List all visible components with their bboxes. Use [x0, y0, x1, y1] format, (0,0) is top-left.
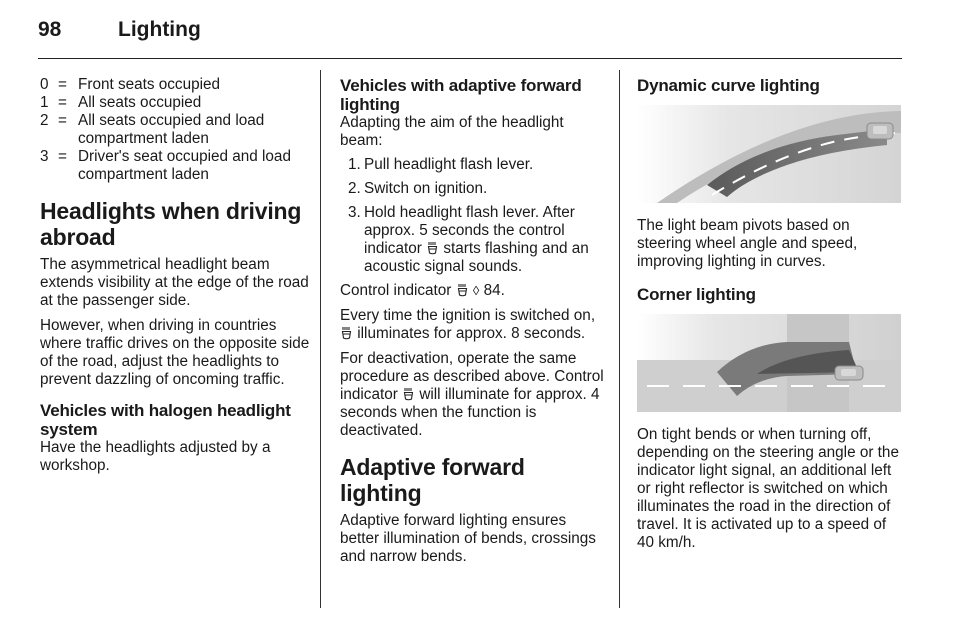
- legend-item: 3 = Driver's seat occupied and load compartment laden: [40, 148, 291, 183]
- deactivation-paragraph: For deactivation, operate the same procedure as described above. Control indicator will illuminate for approx. 4 seconds when the function is deactivated.: [340, 350, 604, 439]
- halogen-heading: Vehicles with halogen headlight system: [40, 401, 291, 439]
- abroad-heading: Headlights when driving abroad: [40, 198, 302, 250]
- curve-lighting-illustration: [637, 105, 901, 203]
- corner-lighting-illustration: [637, 314, 901, 412]
- chapter-title: Lighting: [118, 18, 201, 41]
- halogen-paragraph: Have the headlights adjusted by a workshop.: [40, 439, 271, 474]
- legend-item: 2 = All seats occupied and load compartment laden: [40, 112, 265, 147]
- legend-item: 1 = All seats occupied: [40, 94, 202, 111]
- steps-list: [340, 156, 605, 276]
- column-2: [340, 76, 605, 573]
- list-item: 2. Switch on ignition.: [348, 180, 488, 197]
- headlight-range-indicator-icon: [427, 241, 438, 255]
- curve-heading: Dynamic curve lighting: [637, 76, 820, 95]
- abroad-paragraph-2: However, when driving in countries where traffic drives on the opposite side of the road, adjust the headlights to prevent dazzling of oncoming traffic.: [40, 317, 310, 388]
- adaptive-heading: Vehicles with adaptive forward lighting: [340, 76, 582, 114]
- legend-item: 0 = Front seats occupied: [40, 76, 220, 93]
- headlight-range-indicator-icon: [403, 387, 414, 401]
- afl-paragraph: Adaptive forward lighting ensures better illumination of bends, crossings and narrow bends.: [340, 512, 596, 565]
- corner-lighting-diagram: [637, 314, 901, 412]
- afl-heading: Adaptive forward lighting: [340, 454, 525, 506]
- corner-paragraph: On tight bends or when turning off, depending on the steering angle or the indicator light signal, an additional left or right reflector is switched on which illuminates the road in the direction of travel. It is activated up to a speed of 40 km/h.: [637, 426, 899, 551]
- headlight-range-indicator-icon: [457, 283, 468, 297]
- column-divider-2: [619, 70, 620, 608]
- column-1: [40, 76, 310, 482]
- list-item: 3. Hold headlight flash lever. After approx. 5 seconds the control indicator starts flashing and an acoustic signal sounds.: [348, 204, 589, 275]
- headlight-range-indicator-icon: [341, 326, 352, 340]
- curve-paragraph: The light beam pivots based on steering wheel angle and speed, improving lighting in curves.: [637, 217, 858, 270]
- column-divider-1: [320, 70, 321, 608]
- page-header: [38, 18, 201, 50]
- abroad-paragraph-1: The asymmetrical headlight beam extends visibility at the edge of the road at the passenger side.: [40, 256, 309, 309]
- column-3: [637, 76, 905, 559]
- every-time-paragraph: Every time the ignition is switched on, illuminates for approx. 8 seconds.: [340, 307, 596, 342]
- page-reference-icon: ◊: [472, 283, 480, 298]
- adaptive-intro: Adapting the aim of the headlight beam:: [340, 114, 564, 149]
- curve-lighting-diagram: [637, 105, 901, 203]
- header-divider: [38, 58, 902, 59]
- control-indicator-ref: Control indicator ◊ 84.: [340, 282, 505, 299]
- list-item: 1. Pull headlight flash lever.: [348, 156, 534, 173]
- corner-heading: Corner lighting: [637, 285, 756, 304]
- page-number: 98: [38, 18, 62, 41]
